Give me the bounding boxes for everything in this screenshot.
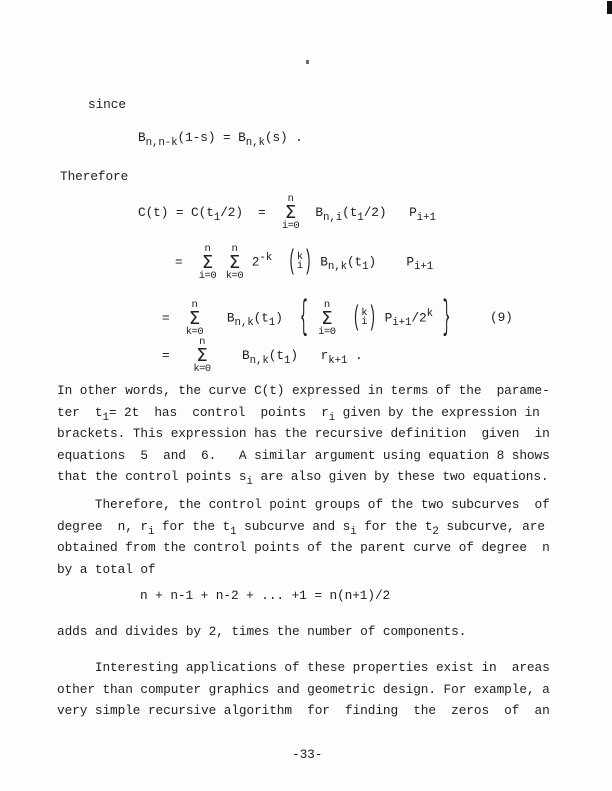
- summation-symbol: n Σ i=0: [198, 242, 217, 282]
- subscript: n,k: [234, 317, 254, 330]
- therefore-label: Therefore: [60, 169, 129, 184]
- subscript: n,k: [249, 355, 269, 367]
- sigma-icon: Σ: [284, 202, 297, 224]
- text-line: Interesting applications of these properties exist in areas: [57, 660, 550, 675]
- subscript: 1: [102, 411, 109, 424]
- subscript: 1: [230, 525, 237, 538]
- sigma-icon: Σ: [201, 251, 214, 273]
- equation-line-3: = n Σ k=0 $B_{n,k}(t_1)$ { n Σ i=0 ( k i ) $P_{i+1}/2^k$ }: [162, 295, 452, 341]
- text-line: brackets. This expression has the recursive definition given in: [57, 426, 550, 442]
- subscript: i+1: [416, 212, 436, 224]
- summation-symbol: n Σ k=0: [225, 242, 244, 282]
- binomial-coefficient: ( k i ): [352, 300, 377, 334]
- subscript: n,i: [322, 212, 343, 224]
- summation-symbol: n Σ i=0: [318, 298, 336, 338]
- subscript: i: [328, 411, 336, 424]
- subscript: 1: [362, 261, 369, 274]
- sigma-icon: Σ: [228, 251, 241, 273]
- scan-artifact-speck: [306, 60, 309, 64]
- text-line: by a total of: [57, 561, 156, 577]
- paragraph-2: [57, 494, 550, 580]
- summation-symbol: n Σ k=0: [185, 298, 204, 338]
- subscript: i+1: [414, 261, 434, 274]
- text-line: Therefore, the control point groups of the two subcurves of: [57, 497, 550, 512]
- page-number: -33-: [292, 747, 323, 762]
- subscript: 2: [432, 525, 439, 538]
- subscript: 1: [283, 355, 291, 367]
- since-label: since: [88, 97, 126, 112]
- scan-artifact-corner: [607, 1, 612, 14]
- curly-brace: }: [442, 293, 451, 340]
- text-line: very simple recursive algorithm for finding the zeros of an: [57, 703, 550, 719]
- subscript: 1: [357, 212, 364, 224]
- binomial-coefficient: ( k i ): [288, 244, 312, 278]
- subscript: n,n-k: [145, 137, 178, 149]
- subscript: i+1: [392, 317, 412, 330]
- summation-symbol: n Σ k=0: [193, 336, 211, 376]
- equation-symmetry: $B_{n,n-k}(1-s) = B_{n,k}(s)$ .: [138, 130, 303, 149]
- equation-line-4: = n Σ k=0 $B_{n,k}(t_1)$ $r_{k+1}$ .: [162, 336, 363, 376]
- summation-symbol: n Σ i=0: [281, 193, 300, 233]
- text-line: degree n, $r_i$ for the $t_1$ subcurve and $s_i$ for the $t_2$ subcurve, are: [57, 518, 545, 538]
- subscript: i: [147, 525, 155, 538]
- sigma-icon: Σ: [196, 345, 208, 367]
- equation-line-1: $C(t) = C(t_1/2)$ = n Σ i=0 $B_{n,i}(t_1/2)$ $P_{i+1}$: [138, 193, 436, 233]
- subscript: 1: [213, 212, 221, 224]
- text-line: In other words, the curve C(t) expressed in terms of the parame-: [57, 383, 550, 398]
- superscript: -k: [259, 252, 273, 265]
- text-line: equations 5 and 6. A similar argument using equation 8 shows: [57, 447, 550, 463]
- text-line: ter $t_1= 2t$ has control points $r_i$ given by the expression in: [57, 404, 540, 424]
- text-line: obtained from the control points of the parent curve of degree n: [57, 540, 550, 556]
- curly-brace: {: [299, 293, 308, 340]
- text-line: that the control points $s_i$ are also given by these two equations.: [57, 469, 549, 489]
- superscript: k: [426, 308, 433, 321]
- equation-line-2: = n Σ i=0 n Σ k=0 $2^{-k}$ ( k i ) $B_{n,k}(t_1)$ $P_{i+1}$: [175, 239, 433, 285]
- subscript: n,k: [245, 137, 265, 149]
- sigma-icon: Σ: [321, 307, 333, 329]
- paragraph-3: [57, 657, 550, 722]
- sigma-icon: Σ: [188, 307, 201, 329]
- subscript: i: [246, 476, 253, 489]
- text-line: other than computer graphics and geometric design. For example, a: [57, 681, 550, 697]
- subscript: i: [350, 525, 357, 538]
- subscript: k+1: [328, 355, 348, 367]
- equation-sum-formula: n + n-1 + n-2 + ... +1 = n(n+1)/2: [140, 588, 391, 603]
- subscript: n,k: [327, 261, 347, 274]
- equation-number: (9): [490, 310, 513, 325]
- subscript: 1: [268, 317, 276, 330]
- paragraph-1: [57, 380, 550, 488]
- adds-divides-line: adds and divides by 2, times the number of components.: [57, 624, 467, 639]
